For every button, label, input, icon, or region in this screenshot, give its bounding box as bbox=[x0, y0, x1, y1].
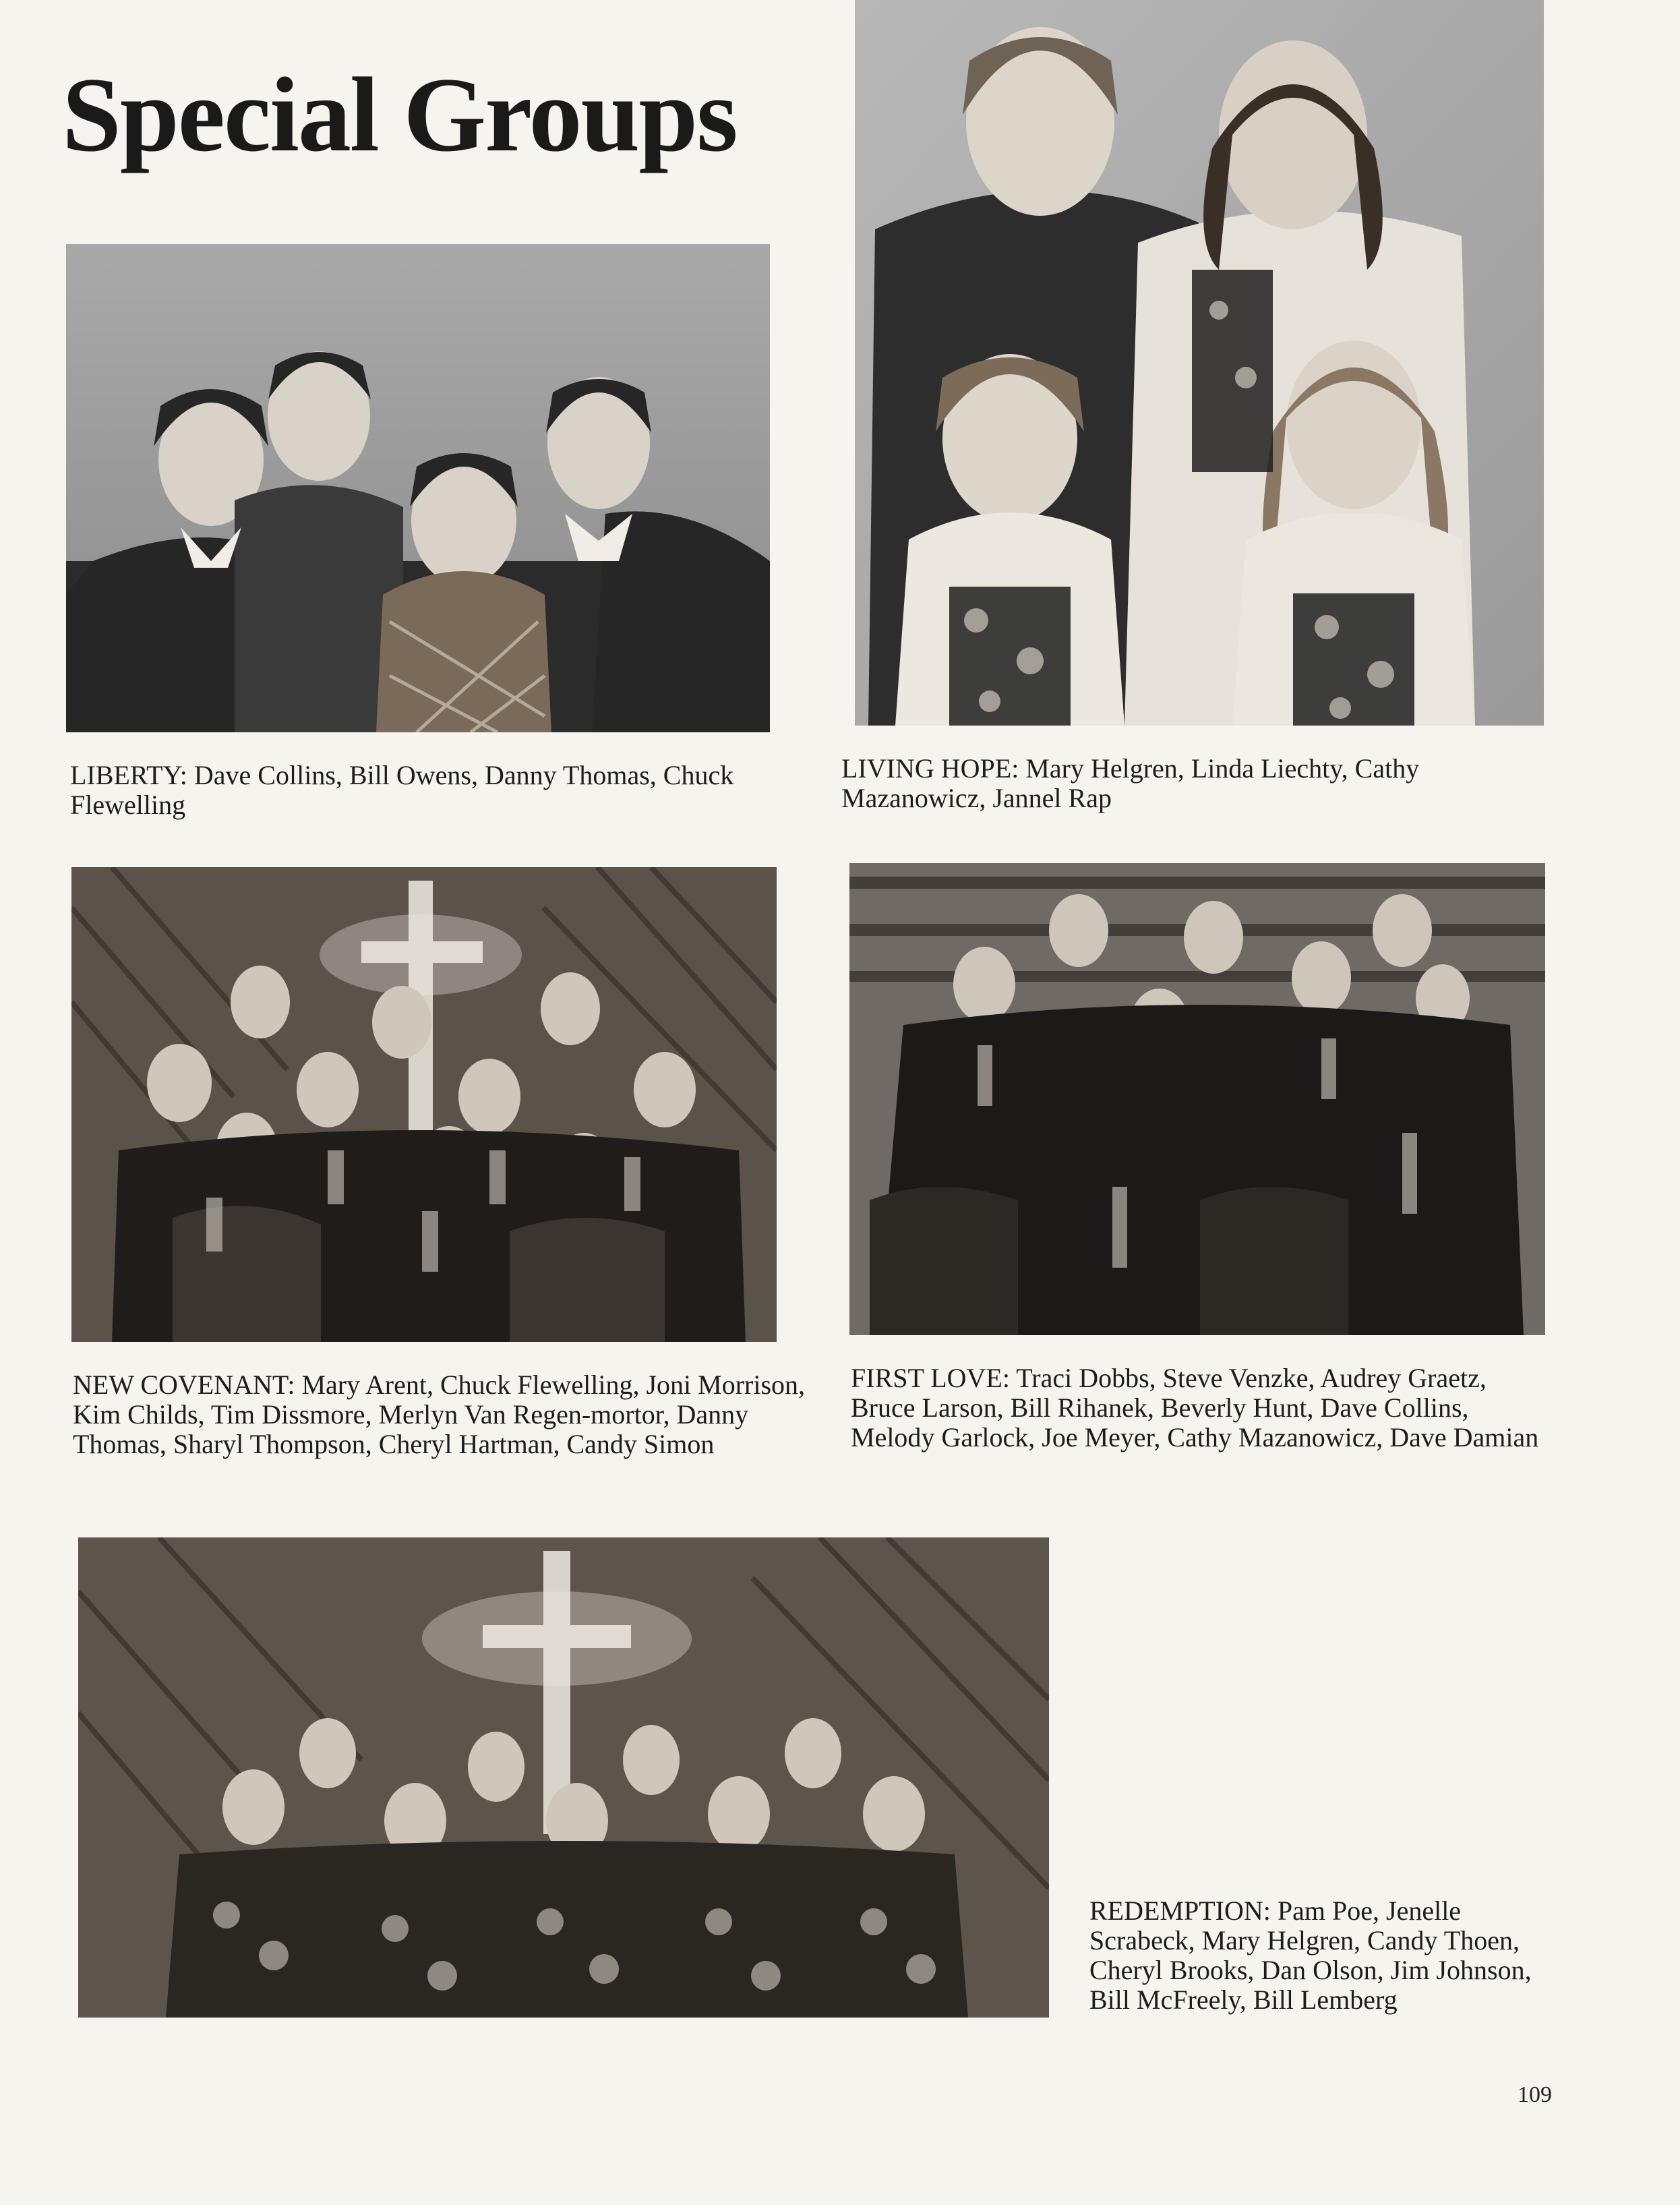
new-covenant-caption: NEW COVENANT: Mary Arent, Chuck Flewelling, Joni Morrison, Kim Childs, Tim Dissmore, Merlyn Van Regen-mortor, Danny Thomas, Sharyl Thompson, Cheryl Hartman, Candy Simon bbox=[73, 1370, 806, 1459]
living-hope-photo bbox=[855, 0, 1544, 726]
redemption-caption: REDEMPTION: Pam Poe, Jenelle Scrabeck, Mary Helgren, Candy Thoen, Cheryl Brooks, Dan Olson, Jim Johnson, Bill McFreely, Bill Lemberg bbox=[1089, 1895, 1532, 2015]
page-number: 109 bbox=[1518, 2082, 1552, 2107]
first-love-caption: FIRST LOVE: Traci Dobbs, Steve Venzke, Audrey Graetz, Bruce Larson, Bill Rihanek, Beverly Hunt, Dave Collins, Melody Garlock, Joe Meyer, Cathy Mazanowicz, Dave Damian bbox=[851, 1363, 1539, 1452]
first-love-photo bbox=[849, 863, 1545, 1335]
page-title: Special Groups bbox=[62, 56, 737, 174]
liberty-caption: LIBERTY: Dave Collins, Bill Owens, Danny Thomas, Chuck Flewelling bbox=[70, 760, 734, 820]
living-hope-caption: LIVING HOPE: Mary Helgren, Linda Liechty, Cathy Mazanowicz, Jannel Rap bbox=[841, 753, 1420, 813]
liberty-photo bbox=[66, 244, 770, 732]
new-covenant-photo bbox=[71, 867, 777, 1342]
redemption-photo bbox=[78, 1537, 1049, 2018]
